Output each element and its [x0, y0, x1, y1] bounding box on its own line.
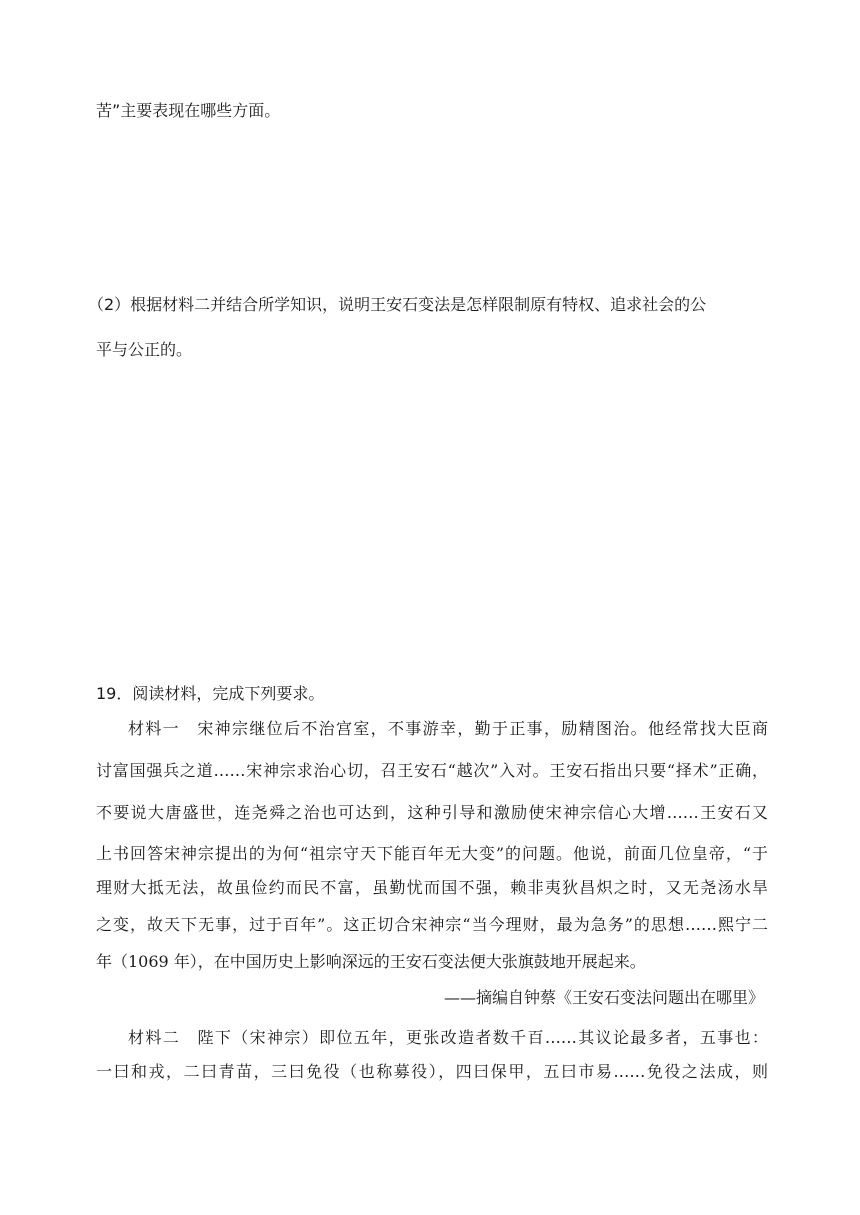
material1-line-1: 材料一 宋神宗继位后不治宫室，不事游幸，勤于正事，励精图治。他经常找大臣商: [128, 719, 768, 738]
material1-line-2: 讨富国强兵之道……宋神宗求治心切，召王安石“越次”入对。王安石指出只要“择术”正确，: [96, 761, 768, 780]
material1-line-4: 上书回答宋神宗提出的为何“祖宗守天下能百年无大变”的问题。他说，前面几位皇帝，“于: [96, 844, 768, 863]
q18-part2-line1: （2）根据材料二并结合所学知识，说明王安石变法是怎样限制原有特权、追求社会的公: [88, 295, 707, 314]
material2-line-2: 一曰和戎，二曰青苗，三曰免役（也称募役），四曰保甲，五曰市易……免役之法成，则: [96, 1062, 768, 1081]
material2-line-1: 材料二 陛下（宋神宗）即位五年，更张改造者数千百……其议论最多者，五事也：: [128, 1028, 768, 1047]
q18-part2-line2: 平与公正的。: [96, 340, 193, 359]
material1-line-6: 之变，故天下无事，过于百年”。这正切合宋神宗“当今理财，最为急务”的思想……熙宁二: [96, 915, 768, 934]
material1-line-5: 理财大抵无法，故虽俭约而民不富，虽勤忧而国不强，赖非夷狄昌炽之时，又无尧汤水旱: [96, 878, 768, 897]
material1-line-3: 不要说大唐盛世，连尧舜之治也可达到，这种引导和激励使宋神宗信心大增……王安石又: [96, 803, 768, 822]
material1-line-7: 年（1069 年），在中国历史上影响深远的王安石变法便大张旗鼓地开展起来。: [96, 952, 646, 971]
material1-source: ——摘编自钟蔡《王安石变法问题出在哪里》: [443, 988, 764, 1007]
q18-part1-tail: 苦”主要表现在哪些方面。: [96, 101, 281, 120]
q19-heading: 19．阅读材料，完成下列要求。: [96, 684, 325, 703]
